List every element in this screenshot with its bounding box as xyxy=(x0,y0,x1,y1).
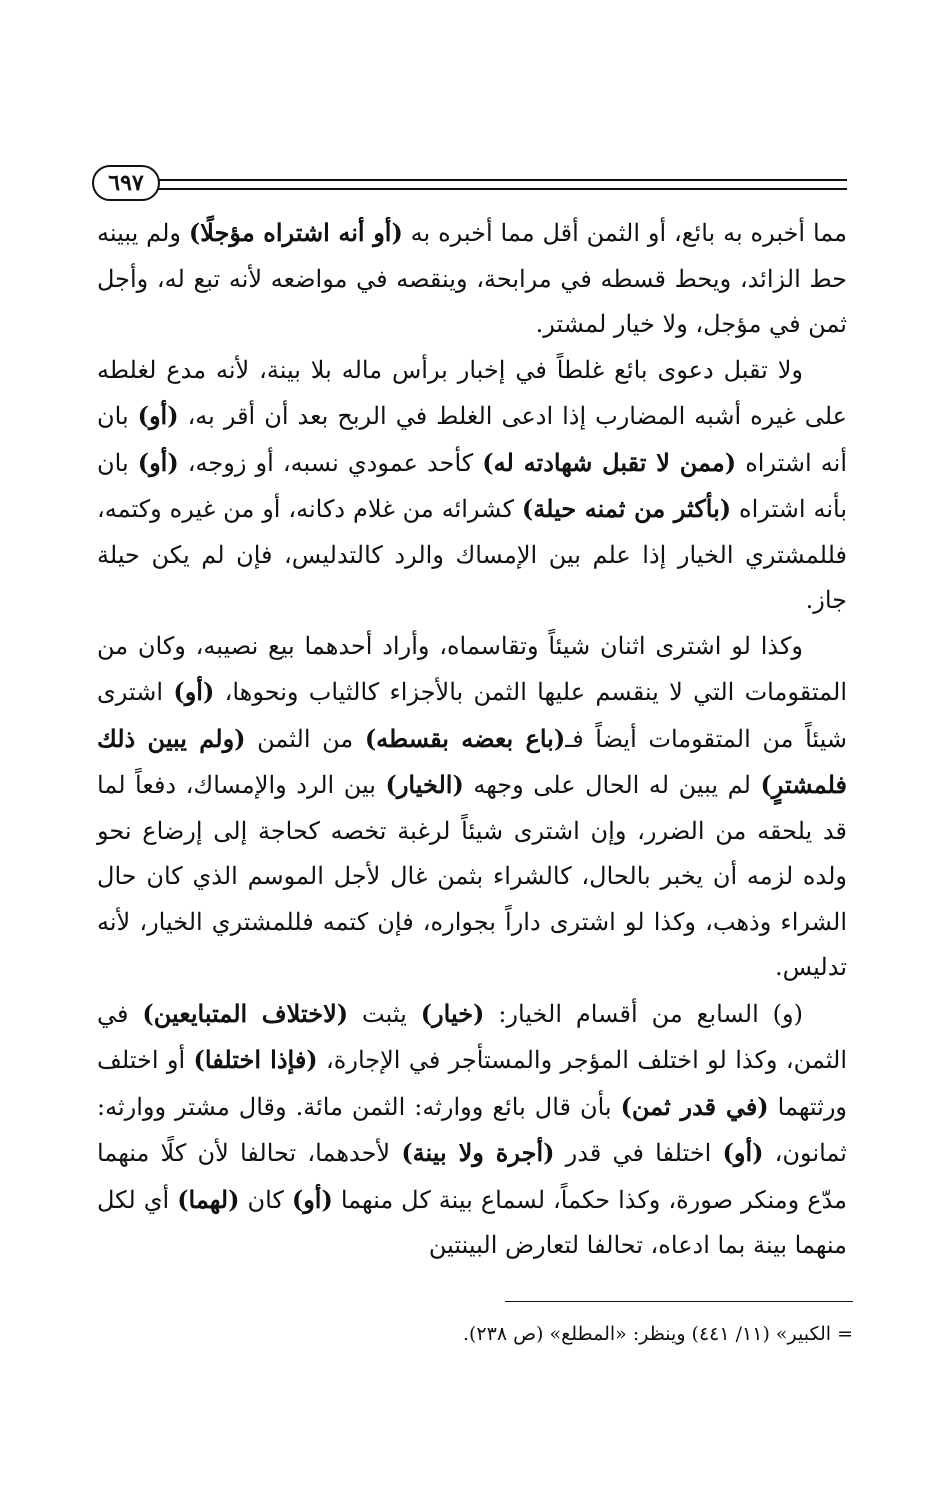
paragraph xyxy=(97,210,847,348)
matn-phrase: (أو) xyxy=(291,1184,333,1214)
matn-phrase: (أو) xyxy=(173,677,215,706)
commentary-text: بين الرد والإمساك، دفعاً لما قد يلحقه من الضرر، وإن اشترى شيئاً لرغبة تخصه كحاجة إلى إرضاع نحو ولده لزمه أن يخبر بالحال، كالشراء بثمن غال لأجل الموسم الذي كان حال الشراء وذهب، وكذا لو اشترى داراً بجواره، فإن كتمه فللمشتري الخيار، لأنه تدليس. xyxy=(97,771,847,981)
paragraph xyxy=(97,991,847,1269)
paragraph xyxy=(97,348,847,624)
footnote-separator xyxy=(505,1301,853,1302)
commentary-text: بأن قال بائع ووارثه: الثمن مائة. وقال مشتر ووارثه: ثمانون، xyxy=(97,1092,847,1167)
commentary-text: اشترى شيئاً من المتقومات أيضاً فـ xyxy=(97,678,847,753)
matn-phrase: (باع بعضه بقسطه) xyxy=(364,723,566,753)
commentary-text: وكذا لو اشترى اثنان شيئاً وتقاسماه، وأراد أحدهما بيع نصيبه، وكان من المتقومات التي لا ينقسم عليها الثمن بالأجزاء كالثياب ونحوها، xyxy=(97,631,847,706)
matn-phrase: (ممن لا تقبل شهادته له) xyxy=(482,447,737,477)
matn-phrase: (الخيار) xyxy=(385,770,464,799)
footnote: = الكبير» (١١/ ٤٤١) وينظر: «المطلع» (ص ٢٣٨). xyxy=(462,1323,853,1345)
matn-phrase: (أو أنه اشتراه مؤجلًا) xyxy=(188,218,403,247)
commentary-text: مما أخبره به بائع، أو الثمن أقل مما أخبره به xyxy=(402,219,847,247)
commentary-text: من الثمن xyxy=(245,724,365,753)
commentary-text: بان أنه اشتراه xyxy=(97,402,848,477)
matn-phrase: (أجرة ولا بينة) xyxy=(401,1138,555,1167)
main-text xyxy=(97,210,847,1269)
commentary-text: اختلفا في قدر xyxy=(554,1139,723,1167)
commentary-text: كأحد عمودي نسبه، أو زوجه، xyxy=(178,448,483,477)
matn-phrase: (أو) xyxy=(722,1138,764,1167)
matn-phrase: (بأكثر من ثمنه حيلة) xyxy=(521,494,732,523)
matn-phrase: (ولم يبين ذلك فلمشترٍ) xyxy=(97,723,847,799)
commentary-text: كان xyxy=(239,1185,292,1214)
matn-phrase: (لهما) xyxy=(177,1184,240,1214)
commentary-text: ولم يبينه حط الزائد، ويحط قسطه في مرابحة، وينقصه في مواضعه لأنه تبع له، وأجل ثمن في مؤجل، ولا خيار لمشتر. xyxy=(97,219,847,338)
header-double-rule xyxy=(154,179,847,190)
commentary-text: لأحدهما، تحالفا لأن كلًا منهما مدّع ومنكر صورة، وكذا حكماً، لسماع بينة كل منهما xyxy=(97,1139,848,1214)
commentary-text: أي لكل منهما بينة بما ادعاه، تحالفا لتعارض البينتين xyxy=(97,1185,847,1259)
commentary-text: بان بأنه اشتراه xyxy=(97,448,847,523)
commentary-text: (و) السابع من أقسام الخيار: xyxy=(484,999,803,1028)
commentary-text: يثبت xyxy=(348,999,421,1028)
matn-phrase: (أو) xyxy=(137,401,179,430)
matn-phrase: (فإذا اختلفا) xyxy=(193,1045,318,1074)
commentary-text: في الثمن، وكذا لو اختلف المؤجر والمستأجر في الإجارة، xyxy=(97,999,847,1074)
commentary-text: كشرائه من غلام دكانه، أو من غيره وكتمه، فللمشتري الخيار إذا علم بين الإمساك والرد كالتدليس، فإن لم يكن حيلة جاز. xyxy=(97,495,847,614)
matn-phrase: (خيار) xyxy=(420,998,485,1028)
paragraph xyxy=(97,624,847,991)
commentary-text: أو اختلف ورثتهما xyxy=(97,1046,847,1121)
matn-phrase: (أو) xyxy=(137,447,179,477)
commentary-text: ولا تقبل دعوى بائع غلطاً في إخبار برأس ماله بلا بينة، لأنه مدع لغلطه على غيره أشبه المضارب إذا ادعى الغلط في الربح بعد أن أقر به، xyxy=(97,355,847,430)
page-number: ٦٩٧ xyxy=(92,165,160,201)
commentary-text: لم يبين له الحال على وجهه xyxy=(463,771,761,799)
matn-phrase: (في قدر ثمن) xyxy=(620,1091,769,1121)
page-header xyxy=(92,165,847,203)
matn-phrase: (لاختلاف المتبايعين) xyxy=(142,998,349,1028)
